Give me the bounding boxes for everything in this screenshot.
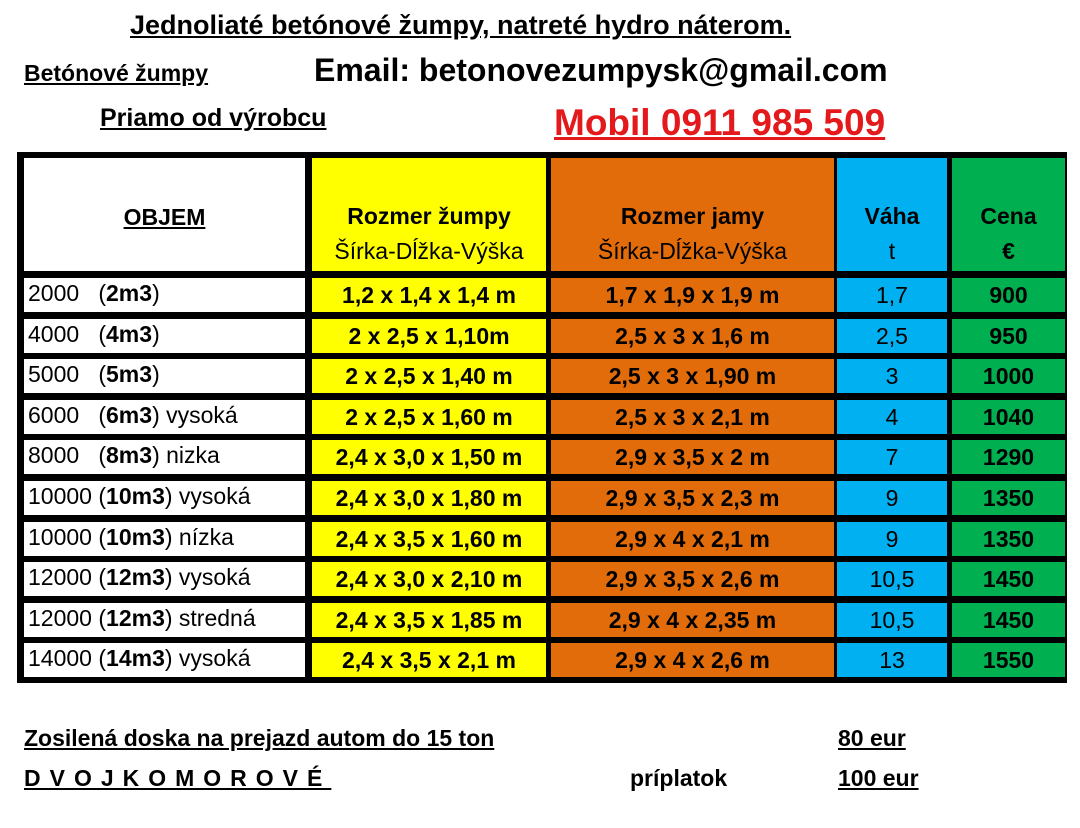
cell-pit-size: 2,9 x 4 x 2,6 m: [551, 643, 834, 677]
email-text: Email: betonovezumpysk@gmail.com: [314, 52, 888, 88]
cell-weight: 3: [837, 359, 947, 393]
cell-volume: [24, 278, 305, 312]
volume-m3: 12m3: [106, 605, 165, 631]
table-row: [20, 319, 1064, 353]
cell-volume: [24, 400, 305, 434]
cell-price: 1550: [952, 643, 1065, 677]
volume-liters: 12000: [28, 605, 92, 631]
cell-tank-size: 2,4 x 3,0 x 2,10 m: [312, 562, 546, 596]
volume-paren-close: ) vysoká: [164, 483, 251, 509]
cell-weight: 13: [837, 643, 947, 677]
volume-liters: 8000: [28, 442, 80, 468]
volume-m3: 2m3: [106, 280, 153, 306]
surcharge-label: príplatok: [630, 765, 728, 791]
volume-paren-open: (: [91, 605, 107, 631]
volume-m3: 5m3: [106, 361, 153, 387]
header-price-label: Cena: [980, 203, 1037, 229]
table-row: [20, 643, 1064, 677]
cell-tank-size: 2,4 x 3,0 x 1,50 m: [312, 440, 546, 474]
volume-liters: 4000: [28, 321, 80, 347]
cell-price: 1350: [952, 522, 1065, 556]
table-row: [20, 440, 1064, 474]
cell-tank-size: 2 x 2,5 x 1,10m: [312, 319, 546, 353]
volume-m3: 10m3: [106, 483, 165, 509]
header-pit-label: Rozmer jamy: [620, 203, 765, 229]
table-row: [20, 400, 1064, 434]
table-row: [20, 278, 1064, 312]
cell-pit-size: 2,9 x 4 x 2,1 m: [551, 522, 834, 556]
header-price: [952, 158, 1065, 271]
volume-paren-close: ): [152, 280, 160, 306]
cell-weight: 10,5: [837, 603, 947, 637]
cell-price: 1450: [952, 562, 1065, 596]
table-row: [20, 359, 1064, 393]
cell-tank-size: 2,4 x 3,5 x 2,1 m: [312, 643, 546, 677]
cell-price: 1290: [952, 440, 1065, 474]
cell-weight: 1,7: [837, 278, 947, 312]
reinforced-slab-note: Zosilená doska na prejazd autom do 15 ton: [24, 725, 495, 751]
cell-price: 1350: [952, 481, 1065, 515]
volume-liters: 2000: [28, 280, 80, 306]
volume-paren-open: (: [79, 402, 107, 428]
volume-paren-open: (: [79, 280, 107, 306]
cell-tank-size: 2,4 x 3,5 x 1,85 m: [312, 603, 546, 637]
cell-pit-size: 2,5 x 3 x 1,90 m: [551, 359, 834, 393]
cell-pit-size: 2,9 x 3,5 x 2 m: [551, 440, 834, 474]
cell-weight: 2,5: [837, 319, 947, 353]
cell-weight: 7: [837, 440, 947, 474]
header-pit-size: [551, 158, 834, 271]
volume-paren-open: (: [91, 645, 107, 671]
mobile-phone: Mobil 0911 985 509: [554, 102, 886, 143]
cell-pit-size: 2,5 x 3 x 1,6 m: [551, 319, 834, 353]
cell-volume: [24, 603, 305, 637]
cell-volume: [24, 359, 305, 393]
double-chamber-price: 100 eur: [838, 765, 919, 791]
volume-paren-open: (: [79, 361, 107, 387]
cell-volume: [24, 481, 305, 515]
header-tank-size: [312, 158, 546, 271]
cell-price: 1450: [952, 603, 1065, 637]
cell-tank-size: 2,4 x 3,5 x 1,60 m: [312, 522, 546, 556]
cell-price: 950: [952, 319, 1065, 353]
header-weight-sub: t: [888, 238, 896, 264]
volume-liters: 6000: [28, 402, 80, 428]
volume-paren-open: (: [91, 564, 107, 590]
volume-liters: 10000: [28, 524, 92, 550]
table-row: [20, 481, 1064, 515]
volume-paren-close: ) nizka: [152, 442, 220, 468]
volume-m3: 6m3: [106, 402, 153, 428]
cell-weight: 9: [837, 481, 947, 515]
double-chamber-label: DVOJKOMOROVÉ: [24, 765, 332, 791]
volume-liters: 10000: [28, 483, 92, 509]
cell-volume: [24, 643, 305, 677]
volume-paren-close: ) vysoká: [164, 645, 251, 671]
reinforced-slab-price: 80 eur: [838, 725, 906, 751]
volume-paren-close: ) vysoká: [164, 564, 251, 590]
cell-pit-size: 2,9 x 3,5 x 2,3 m: [551, 481, 834, 515]
header-volume-label: OBJEM: [123, 204, 206, 230]
cell-price: 1000: [952, 359, 1065, 393]
header-price-sub: €: [1002, 238, 1015, 264]
price-table: [17, 152, 1067, 683]
cell-tank-size: 2 x 2,5 x 1,60 m: [312, 400, 546, 434]
volume-liters: 12000: [28, 564, 92, 590]
cell-weight: 10,5: [837, 562, 947, 596]
direct-from-manufacturer: Priamo od výrobcu: [100, 104, 327, 132]
cell-tank-size: 2,4 x 3,0 x 1,80 m: [312, 481, 546, 515]
cell-volume: [24, 522, 305, 556]
volume-paren-close: ) nízka: [164, 524, 234, 550]
volume-liters: 5000: [28, 361, 80, 387]
volume-paren-close: ) vysoká: [152, 402, 238, 428]
volume-m3: 10m3: [106, 524, 165, 550]
cell-pit-size: 2,9 x 3,5 x 2,6 m: [551, 562, 834, 596]
cell-weight: 4: [837, 400, 947, 434]
cell-tank-size: 1,2 x 1,4 x 1,4 m: [312, 278, 546, 312]
cell-price: 1040: [952, 400, 1065, 434]
table-row: [20, 522, 1064, 556]
volume-paren-close: ) stredná: [164, 605, 256, 631]
volume-m3: 14m3: [106, 645, 165, 671]
volume-m3: 4m3: [106, 321, 153, 347]
header-volume: [24, 158, 305, 271]
volume-paren-open: (: [79, 442, 107, 468]
volume-m3: 8m3: [106, 442, 153, 468]
volume-paren-open: (: [79, 321, 107, 347]
header-weight: [837, 158, 947, 271]
header-tank-sub: Šírka-Dĺžka-Výška: [334, 238, 524, 264]
header-weight-label: Váha: [864, 203, 920, 229]
cell-tank-size: 2 x 2,5 x 1,40 m: [312, 359, 546, 393]
cell-pit-size: 1,7 x 1,9 x 1,9 m: [551, 278, 834, 312]
cell-price: 900: [952, 278, 1065, 312]
cell-weight: 9: [837, 522, 947, 556]
table-header: [20, 158, 1064, 271]
volume-m3: 12m3: [106, 564, 165, 590]
table-row: [20, 562, 1064, 596]
cell-pit-size: 2,5 x 3 x 2,1 m: [551, 400, 834, 434]
volume-liters: 14000: [28, 645, 92, 671]
table-row: [20, 603, 1064, 637]
subtitle: Betónové žumpy: [24, 60, 209, 86]
header-pit-sub: Šírka-Dĺžka-Výška: [597, 238, 788, 264]
volume-paren-close: ): [152, 361, 160, 387]
page-title: Jednoliaté betónové žumpy, natreté hydro náterom.: [130, 10, 792, 40]
header-tank-label: Rozmer žumpy: [347, 203, 511, 229]
volume-paren-open: (: [91, 483, 107, 509]
cell-volume: [24, 440, 305, 474]
volume-paren-open: (: [91, 524, 107, 550]
volume-paren-close: ): [152, 321, 160, 347]
cell-pit-size: 2,9 x 4 x 2,35 m: [551, 603, 834, 637]
cell-volume: [24, 319, 305, 353]
cell-volume: [24, 562, 305, 596]
